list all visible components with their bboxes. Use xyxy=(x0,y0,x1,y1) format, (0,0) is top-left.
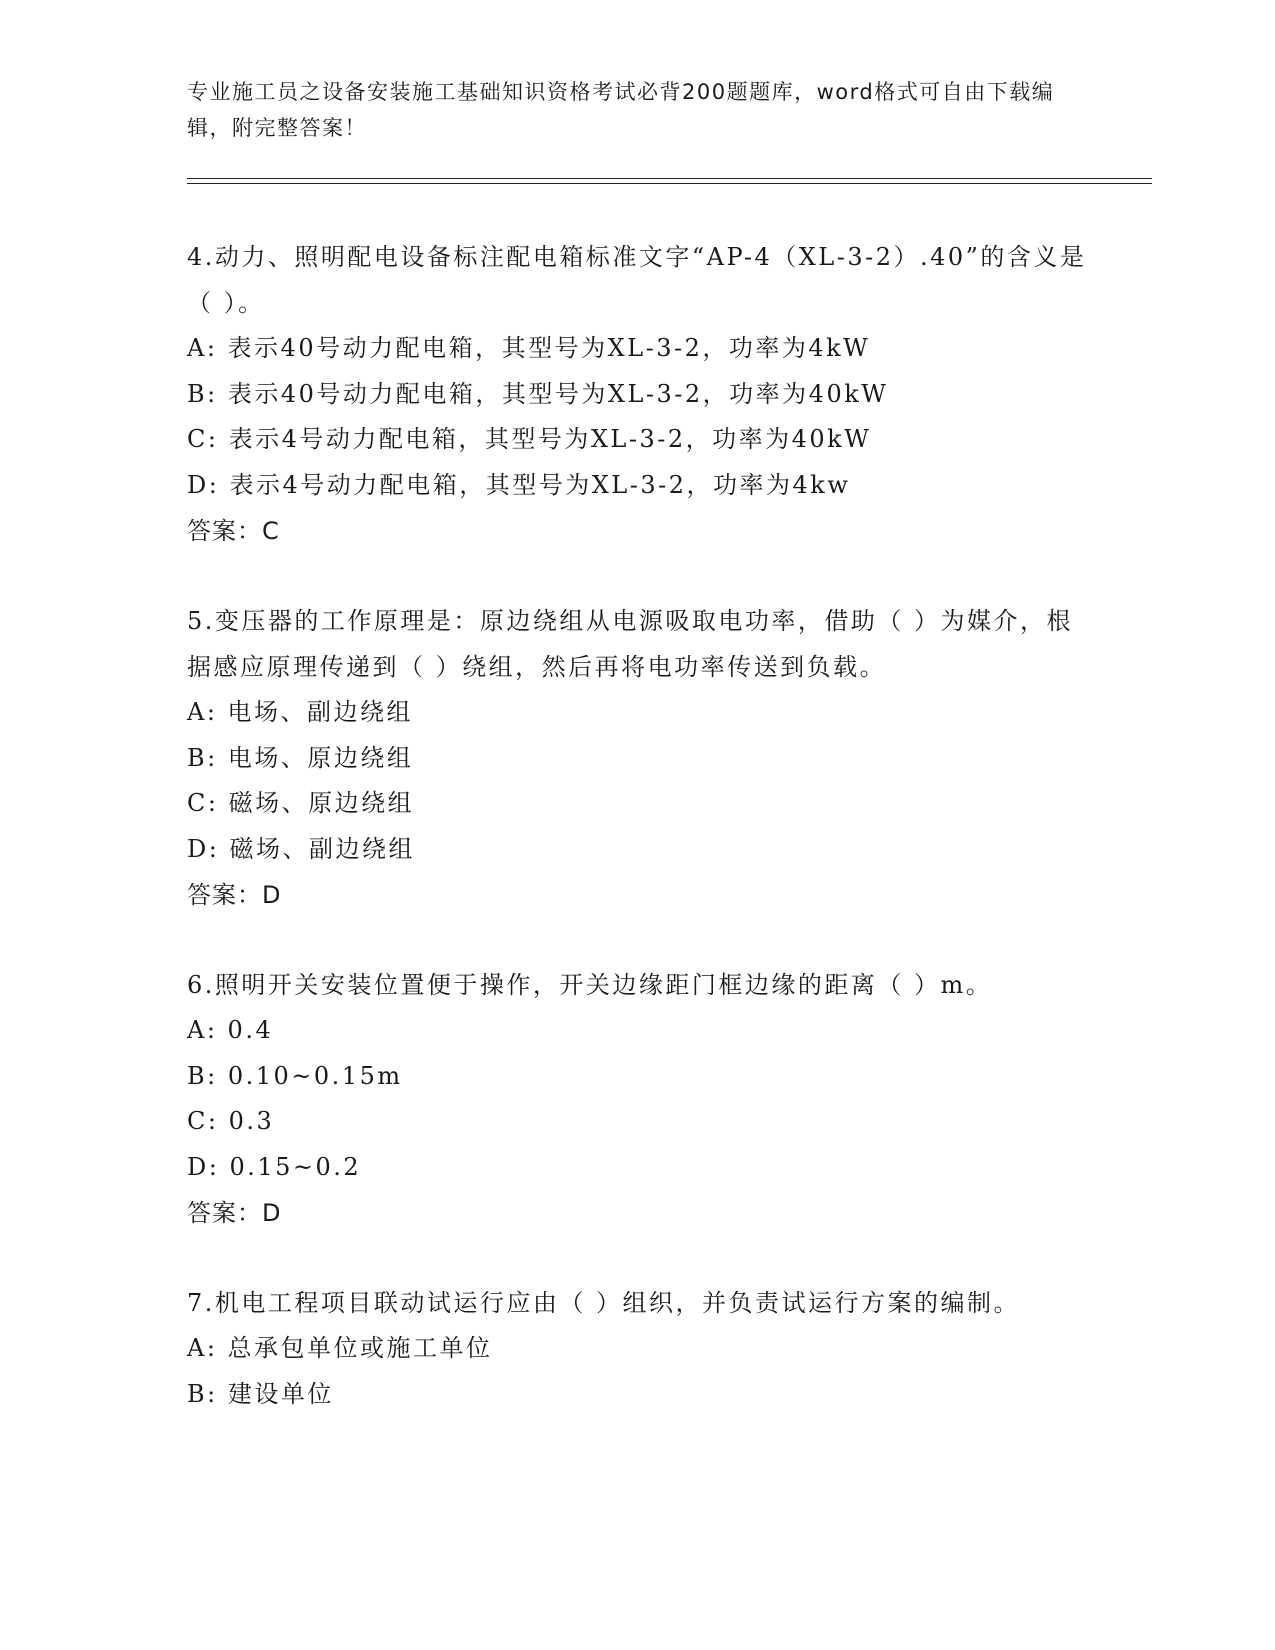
option-c: C: 磁场、原边绕组 xyxy=(187,789,415,817)
question-5 xyxy=(187,598,1087,918)
option-c: C: 0.3 xyxy=(187,1107,275,1135)
answer-line: 答案：C xyxy=(187,517,280,545)
option-c: C: 表示4号动力配电箱，其型号为XL-3-2，功率为40kW xyxy=(187,425,872,453)
option-d: D: 表示4号动力配电箱，其型号为XL-3-2，功率为4kw xyxy=(187,470,851,499)
option-a: A: 总承包单位或施工单位 xyxy=(187,1334,493,1362)
question-stem: 6.照明开关安装位置便于操作，开关边缘距门框边缘的距离（ ）m。 xyxy=(187,971,993,999)
option-d: D: 磁场、副边绕组 xyxy=(187,834,415,863)
question-stem: 4.动力、照明配电设备标注配电箱标准文字“AP-4（XL-3-2）.40”的含义是（ ）。 xyxy=(187,243,1087,317)
question-stem: 7.机电工程项目联动试运行应由（ ）组织，并负责试运行方案的编制。 xyxy=(187,1289,1021,1317)
question-4 xyxy=(187,234,1087,554)
header-divider-top xyxy=(187,178,1152,179)
option-b: B: 电场、原边绕组 xyxy=(187,743,414,772)
option-b: B: 0.10~0.15m xyxy=(187,1061,403,1090)
header-divider-bottom xyxy=(187,183,1152,184)
question-7 xyxy=(187,1280,1087,1417)
option-b: B: 表示40号动力配电箱，其型号为XL-3-2，功率为40kW xyxy=(187,379,889,408)
answer-line: 答案：D xyxy=(187,881,282,909)
question-6 xyxy=(187,962,1087,1236)
document-header: 专业施工员之设备安装施工基础知识资格考试必背200题题库，word格式可自由下载编辑，附完整答案！ xyxy=(187,80,1055,140)
option-a: A: 0.4 xyxy=(187,1016,274,1044)
question-stem: 5.变压器的工作原理是：原边绕组从电源吸取电功率，借助（ ）为媒介，根据感应原理传递到（ ）绕组，然后再将电功率传送到负载。 xyxy=(187,607,1074,681)
option-a: A: 表示40号动力配电箱，其型号为XL-3-2，功率为4kW xyxy=(187,334,871,362)
answer-line: 答案：D xyxy=(187,1199,282,1227)
option-a: A: 电场、副边绕组 xyxy=(187,698,414,726)
option-b: B: 建设单位 xyxy=(187,1379,334,1408)
option-d: D: 0.15~0.2 xyxy=(187,1152,362,1181)
